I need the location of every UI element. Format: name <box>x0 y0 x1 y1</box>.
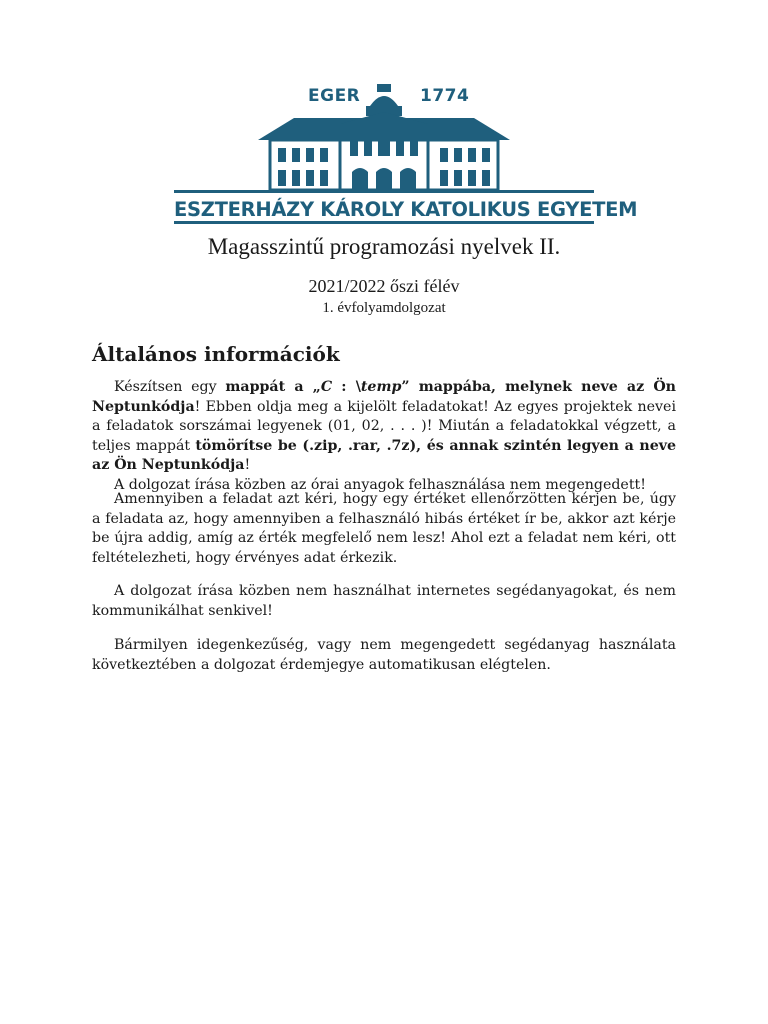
course-title: Magasszintű programozási nyelvek II. <box>207 234 561 259</box>
university-logo <box>174 80 638 226</box>
paragraph-validation <box>92 490 676 568</box>
logo-university-name: ESZTERHÁZY KÁROLY KATOLIKUS EGYETEM <box>174 198 638 221</box>
p2-text: Amennyiben a feladat azt kéri, hogy egy értéket ellenőrzötten kérjen be, úgy a feladata az, hogy amennyiben a felhasználó hibás értéket ír be, akkor azt kérje be újra addig, amíg az érték megfelelő nem lesz! Ahol ezt a feladat nem kéri, ott feltételezheti, hogy érvényes adat érkezik. <box>92 491 676 566</box>
semester: 2021/2022 őszi félév <box>308 276 460 296</box>
p1-bold-2: : \ <box>332 379 361 395</box>
p4-text: Bármilyen idegenkezűség, vagy nem megengedett segédanyag használata következtében a dolgozat érdemjegye automatikusan elégtelen. <box>92 637 676 673</box>
logo-year: 1774 <box>420 86 470 106</box>
p1-line-2: A dolgozat írása közben az órai anyagok felhasználása nem megengedett! <box>114 476 646 493</box>
p1-text-3: ! <box>244 457 251 473</box>
p1-bold-3: ” mappába, melynek neve az Ön Neptunkódja <box>92 379 676 415</box>
paragraph-instructions <box>92 378 676 495</box>
p1-italic-1: C <box>320 379 333 395</box>
p3-text: A dolgozat írása közben nem használhat internetes segédanyagokat, és nem kommunikálhat senkivel! <box>92 583 676 619</box>
paragraph-penalty <box>92 636 676 675</box>
logo-city: EGER <box>308 86 361 106</box>
p1-text-1: Készítsen egy <box>114 379 226 395</box>
p1-bold-1: mappát a „ <box>225 379 321 395</box>
p1-bold-4: tömörítse be (.zip, .rar, .7z), és annak szintén legyen a neve az Ön Neptunkódja <box>92 437 676 473</box>
paragraph-no-resources <box>92 582 676 621</box>
exam-name: 1. évfolyamdolgozat <box>322 300 446 316</box>
section-heading: Általános információk <box>92 342 340 366</box>
p1-italic-2: temp <box>360 379 402 395</box>
p1-text-2: ! Ebben oldja meg a kijelölt feladatokat! Az egyes projektek nevei a feladatok sorszámai legyenek (01, 02, . . . )! Miután a feladatokkal végzett, a teljes mappát <box>92 398 676 454</box>
